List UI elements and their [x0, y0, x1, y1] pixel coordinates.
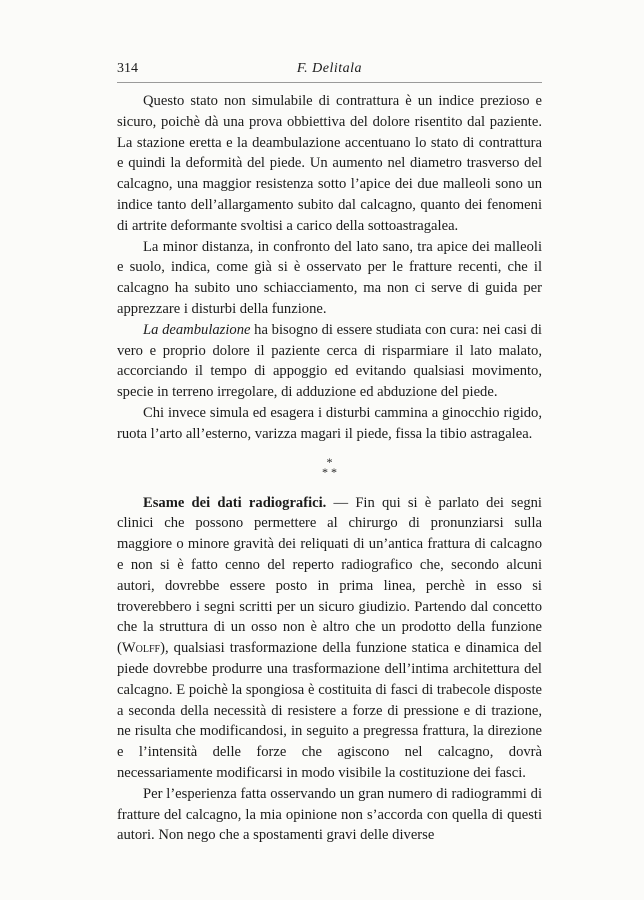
page-number: 314 [117, 61, 138, 76]
page-header [117, 61, 542, 81]
section-title: Esame dei dati radiografici. [143, 494, 327, 511]
author-name: Wolff [121, 640, 161, 657]
italic-term: La deambulazione [143, 321, 251, 338]
section-text-a: — Fin qui si è parlato dei segni clinici che possono permettere al chirurgo di pronunziarsi sulla maggiore o minore gravità dei reliquati di un’antica frattura di calcagno e non si è fatto cenno del reperto radiografico che, secondo alcuni autori, dovrebbe essere posto in prima linea, perchè in esso si troverebbero i segni scritti per un sicuro giudizio. Partendo dal concetto che la struttura di un osso non è altro che un prodotto della funzione ( [117, 494, 542, 657]
paragraph-text: ha bisogno di essere studiata con cura: nei casi di vero e proprio dolore il paziente cerca di risparmiare il lato malato, accorciando il tempo di appoggio ed evitando qualsiasi movimento, specie in terreno irregolare, di adduzione ed abduzione del piede. [117, 321, 542, 401]
paragraph: La minor distanza, in confronto del lato sano, tra apice dei malleoli e suolo, indica, come già si è osservato per le fratture recenti, che il calcagno ha subito uno schiacciamento, ma non ci serve di guida per apprezzare i disturbi della funzione. [117, 238, 542, 317]
section-paragraph [117, 493, 542, 784]
paragraph: Chi invece simula ed esagera i disturbi cammina a ginocchio rigido, ruota l’arto all’esterno, varizza magari il piede, fissa la tibio astragalea. [117, 404, 542, 442]
asterisk-top: * [326, 454, 333, 469]
paragraph [117, 320, 542, 403]
section-text-b: ), qualsiasi trasformazione della funzione statica e dinamica del piede dovrebbe produrre una trasformazione dell’intima architettura del calcagno. E poichè la spongiosa è costituita di fasci di trabecole disposte a seconda della necessità di resistere a forze di pressione e di trazione, ne risulta che modificandosi, in seguito a pregressa frattura, la direzione e l’intensità delle forze che agiscono nel calcagno, dovrà necessariamente modificarsi in modo visibile la costituzione dei fasci. [117, 640, 542, 781]
running-head-author: F. Delitala [296, 61, 363, 76]
body-text [117, 91, 542, 846]
paragraph: Per l’esperienza fatta osservando un gran numero di radiogrammi di fratture del calcagno, la mia opinione non s’accorda con quella di questi autori. Non nego che a spostamenti gravi delle diverse [117, 785, 542, 844]
asterisk-bottom: * * [322, 464, 337, 479]
header-rule [117, 82, 542, 83]
section-ornament [117, 454, 542, 479]
paragraph: Questo stato non simulabile di contrattura è un indice prezioso e sicuro, poichè dà una prova obbiettiva del dolore risentito dal paziente. La stazione eretta e la deambulazione accentuano lo stato di contrattura e quindi la deformità del piede. Un aumento nel diametro trasverso del calcagno, una maggior resistenza sotto l’apice dei due malleoli sono un indice tanto dell’allargamento subito dal calcagno, quanto dei fenomeni di artrite deformante svoltisi a carico della sottoastragalea. [117, 93, 542, 234]
